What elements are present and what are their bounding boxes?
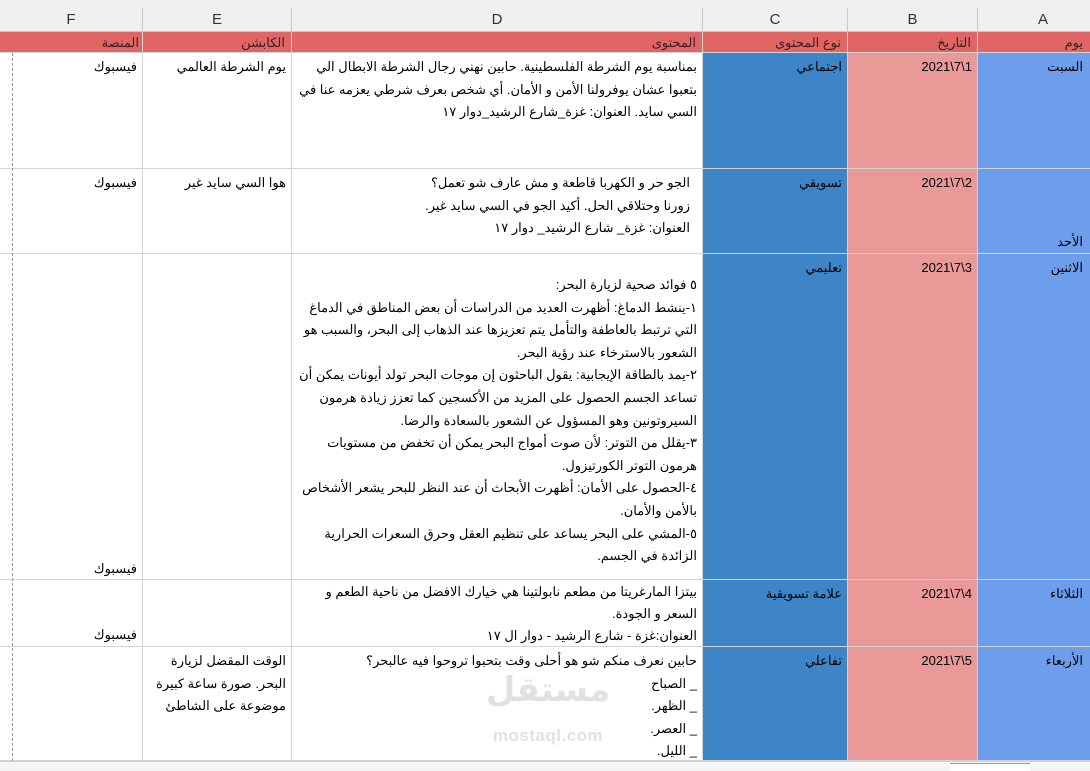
cell-platform[interactable]: فيسبوك — [0, 169, 143, 254]
toolbar-strip — [0, 0, 1090, 8]
cell-date[interactable]: 5\7\2021 — [848, 647, 978, 761]
watermark-latin: mostaql.com — [492, 726, 604, 745]
cell-content-type[interactable]: تعليمي — [703, 254, 848, 580]
sheet-tab[interactable] — [950, 763, 1030, 771]
cell-caption[interactable]: الوقت المقضل لزيارة البحر. صورة ساعة كبيرة موضوعة على الشاطئ — [143, 647, 292, 761]
header-day[interactable]: يوم — [978, 32, 1090, 53]
cell-content-type[interactable]: تسويقي — [703, 169, 848, 254]
cell-platform[interactable]: فيسبوك — [0, 254, 143, 580]
watermark-arabic: مستقل — [485, 670, 611, 710]
column-header-e[interactable]: E — [143, 8, 292, 32]
cell-caption[interactable]: هوا السي سايد غير — [143, 169, 292, 254]
cell-content[interactable]: بيتزا المارغريتا من مطعم نابولتينا هي خيارك الافضل من ناحية الطعم و السعر و الجودة. العنوان:غزة - شارع الرشيد - دوار ال ١٧ — [292, 580, 703, 647]
column-header-c[interactable]: C — [703, 8, 848, 32]
cell-caption[interactable] — [143, 580, 292, 647]
sheet-tabs-bar — [0, 761, 1090, 771]
cell-content[interactable]: الجو حر و الكهربا قاطعة و مش عارف شو تعمل؟ زورنا وحتلاقي الحل. أكيد الجو في السي سايد غير. العنوان: غزة_ شارع الرشيد_ دوار ١٧ — [292, 169, 703, 254]
cell-platform[interactable]: فيسبوك — [0, 53, 143, 169]
cell-caption[interactable]: يوم الشرطة العالمي — [143, 53, 292, 169]
cell-content[interactable]: ٥ فوائد صحية لزيارة البحر: ١-ينشط الدماغ: أظهرت العديد من الدراسات أن بعض المناطق في الدماغ التي ترتبط بالعاطفة والتأمل يتم تعزيزها عند الذهاب إلى البحر، والسبب هو الشعور بالاسترخاء عند رؤية البحر. ٢-يمد بالطاقة الإيجابية: يقول الباحثون إن موجات البحر تولد أيونات يمكن أن تساعد الجسم الحصول على المزيد من الأكسجين كما تعزز زيادة هرمون السيروتونين وهو المسؤول عن الشعور بالسعادة والرضا. ٣-يقلل من التوتر: لأن صوت أمواج البحر يمكن أن تخفض من مستويات هرمون التوتر الكورتيزول. ٤-الحصول على الأمان: أظهرت الأبحاث أن عند النظر للبحر يشعر الأشخاص بالأمن والأمان. ٥-المشي على البحر يساعد على تنظيم العقل وحرق السعرات الحرارية الزائدة في الجسم. — [292, 254, 703, 580]
column-header-d[interactable]: D — [292, 8, 703, 32]
cell-day[interactable]: الثلاثاء — [978, 580, 1090, 647]
cell-content[interactable]: بمناسبة يوم الشرطة الفلسطينية. حابين نهني رجال الشرطة الابطال الي بتعبوا عشان يوفرولنا الأمن و الأمان. أي شخص بعرف شرطي يعزمه عنا في السي سايد. العنوان: غزة_شارع الرشيد_دوار ١٧ — [292, 53, 703, 169]
column-header-b[interactable]: B — [848, 8, 978, 32]
header-content-type[interactable]: نوع المحتوى — [703, 32, 848, 53]
cell-day[interactable]: السبت — [978, 53, 1090, 169]
header-content[interactable]: المحتوى — [292, 32, 703, 53]
cell-platform[interactable] — [0, 647, 143, 761]
cell-date[interactable]: 4\7\2021 — [848, 580, 978, 647]
cell-date[interactable]: 1\7\2021 — [848, 53, 978, 169]
cell-caption[interactable] — [143, 254, 292, 580]
cell-day[interactable]: الأحد — [978, 169, 1090, 254]
column-header-f[interactable]: F — [0, 8, 143, 32]
cell-date[interactable]: 3\7\2021 — [848, 254, 978, 580]
column-header-a[interactable]: A — [978, 8, 1090, 32]
cell-day[interactable]: الاثنين — [978, 254, 1090, 580]
cell-content-type[interactable]: علامة تسويقية — [703, 580, 848, 647]
cell-content-type[interactable]: تفاعلي — [703, 647, 848, 761]
header-date[interactable]: التاريخ — [848, 32, 978, 53]
page-break-line — [12, 53, 13, 761]
cell-date[interactable]: 2\7\2021 — [848, 169, 978, 254]
cell-content-type[interactable]: اجتماعي — [703, 53, 848, 169]
header-caption[interactable]: الكابشن — [143, 32, 292, 53]
cell-content[interactable]: حابين نعرف منكم شو هو أحلى وقت بتحبوا تروحوا فيه عالبحر؟ _ الصباح _ الظهر. _ العصر. _ الليل. — [292, 647, 703, 761]
cell-platform[interactable]: فيسبوك — [0, 580, 143, 647]
cell-day[interactable]: الأربعاء — [978, 647, 1090, 761]
header-platform[interactable]: المنصة — [0, 32, 143, 53]
